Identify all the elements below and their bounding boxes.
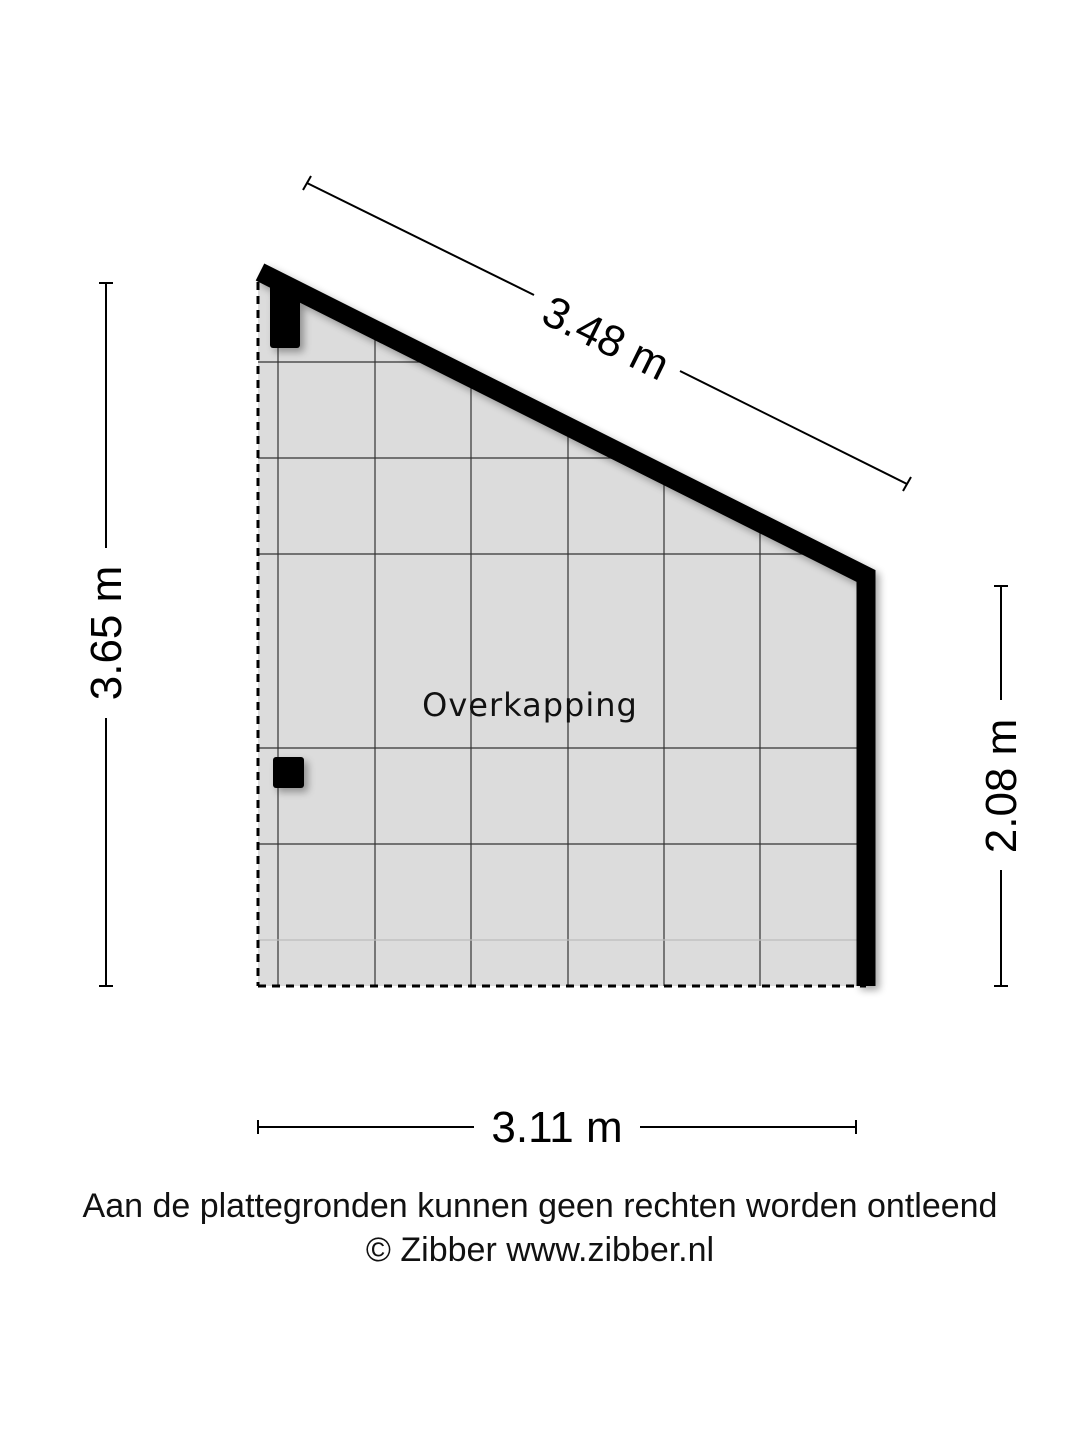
column-top-left	[270, 282, 300, 348]
room-label: Overkapping	[422, 686, 638, 724]
dimension-label-bottom: 3.11 m	[491, 1103, 623, 1152]
dimension-label-left: 3.65 m	[82, 565, 131, 701]
copyright-text: © Zibber www.zibber.nl	[365, 1231, 715, 1269]
room-floor	[258, 278, 866, 986]
dimension-label-top: 3.48 m	[534, 286, 677, 391]
dimension-label-right: 2.08 m	[977, 718, 1026, 854]
disclaimer-text: Aan de plattegronden kunnen geen rechten worden ontleend	[82, 1187, 998, 1225]
column-left	[273, 757, 304, 788]
